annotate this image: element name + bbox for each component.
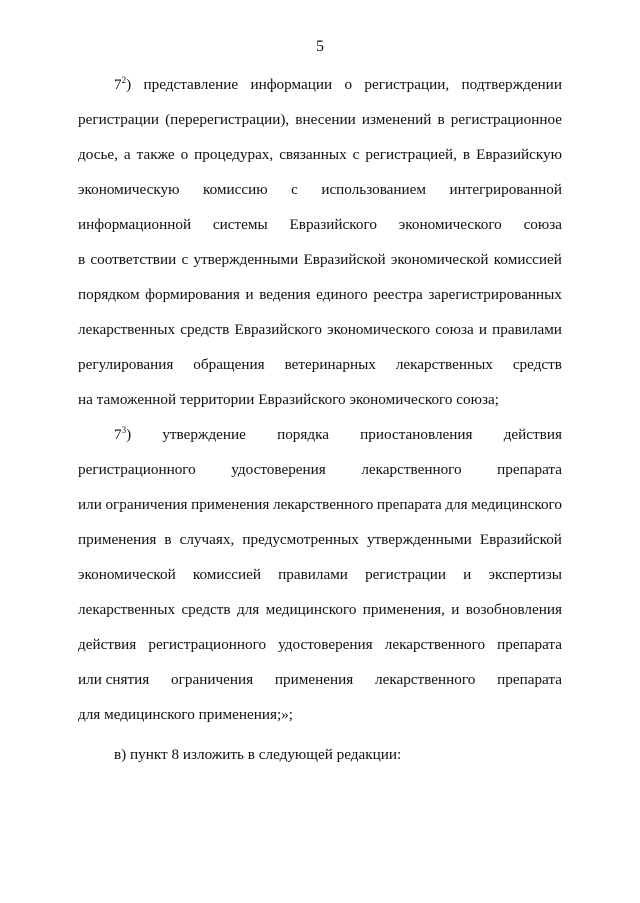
word: лекарственных xyxy=(395,356,493,373)
word: лекарственных xyxy=(78,321,176,338)
word: в xyxy=(164,531,172,548)
word: экономической xyxy=(78,566,176,583)
word: порядком xyxy=(78,286,140,303)
text-line xyxy=(78,634,562,656)
word: связанных xyxy=(279,146,347,163)
word: применения, xyxy=(362,601,445,618)
word: в xyxy=(462,146,471,163)
text-line xyxy=(78,529,562,551)
word: регистрационное xyxy=(450,111,562,128)
word: экономического xyxy=(327,321,431,338)
word: возобновления xyxy=(465,601,562,618)
text-line xyxy=(78,494,562,516)
word: препарата xyxy=(497,461,562,478)
word: для xyxy=(236,601,260,618)
word: и xyxy=(463,566,472,583)
word: изменений xyxy=(361,111,432,128)
word: о xyxy=(180,146,189,163)
text-line xyxy=(78,319,562,341)
word: действия xyxy=(78,636,137,653)
word: о xyxy=(344,76,353,93)
word: Евразийской xyxy=(479,531,562,548)
word: подтверждении xyxy=(461,76,562,93)
word: регистрации xyxy=(78,111,159,128)
word: регистрационного xyxy=(148,636,267,653)
item-label: $7^3$) xyxy=(114,425,132,443)
word: экспертизы xyxy=(488,566,562,583)
word: средств xyxy=(180,321,230,338)
word: информации xyxy=(250,76,333,93)
word: Евразийскую xyxy=(476,146,562,163)
word: комиссией xyxy=(493,251,562,268)
word: союза xyxy=(435,321,474,338)
word: ведения xyxy=(259,286,311,303)
word: ветеринарных xyxy=(284,356,376,373)
word: экономической xyxy=(390,251,489,268)
text-line xyxy=(78,144,562,166)
paragraph-7-3-line-1 xyxy=(114,424,562,446)
word: препарата xyxy=(376,496,442,513)
word: комиссию xyxy=(202,181,268,198)
word: досье, xyxy=(78,146,118,163)
amendment-item-v: в) пункт 8 изложить в следующей редакции: xyxy=(114,746,402,763)
word: или снятия xyxy=(78,671,150,688)
word: средств xyxy=(512,356,562,373)
word: применения xyxy=(191,496,270,513)
word: средств xyxy=(181,601,231,618)
text-line xyxy=(78,564,562,586)
word: в xyxy=(78,251,86,268)
text-line xyxy=(78,179,562,201)
word: медицинского xyxy=(471,496,562,513)
word: лекарственного xyxy=(375,671,476,688)
word: применения xyxy=(274,671,354,688)
paragraph-7-3-last-line: для медицинского применения;»; xyxy=(78,706,294,723)
word: внесении xyxy=(295,111,356,128)
word: и xyxy=(245,286,254,303)
text-line xyxy=(78,459,562,481)
word: экономического xyxy=(398,216,502,233)
text-line xyxy=(78,249,562,271)
word: обращения xyxy=(193,356,265,373)
word: лекарственного xyxy=(272,496,374,513)
word: ограничения xyxy=(105,496,188,513)
item-label: $7^2$) xyxy=(114,75,132,93)
word: действия xyxy=(503,426,562,443)
word: лекарственного xyxy=(384,636,486,653)
text-line xyxy=(78,599,562,621)
word: приостановления xyxy=(360,426,473,443)
word: удостоверения xyxy=(231,461,326,478)
word: интегрированной xyxy=(449,181,562,198)
word: медицинского xyxy=(265,601,357,618)
word: регистрации, xyxy=(364,76,450,93)
word: с xyxy=(181,251,189,268)
word: регистрацией, xyxy=(365,146,457,163)
word: препарата xyxy=(497,671,562,688)
word: порядка xyxy=(277,426,329,443)
word: зарегистрированных xyxy=(428,286,562,303)
word: предусмотренных xyxy=(242,531,359,548)
word: также xyxy=(136,146,175,163)
text-line xyxy=(78,284,562,306)
word: единого xyxy=(316,286,368,303)
text-line xyxy=(78,669,562,691)
word: и xyxy=(478,321,487,338)
word: удостоверения xyxy=(278,636,373,653)
word: правилами xyxy=(278,566,348,583)
word: экономическую xyxy=(78,181,180,198)
word: использованием xyxy=(321,181,427,198)
word: соответствии xyxy=(90,251,177,268)
word: Евразийского xyxy=(234,321,322,338)
word: или xyxy=(78,496,102,513)
word: лекарственных xyxy=(78,601,176,618)
text-line xyxy=(78,354,562,376)
word: регистрации xyxy=(365,566,447,583)
page-number: 5 xyxy=(316,38,324,55)
word: в xyxy=(437,111,445,128)
word: регистрационного xyxy=(78,461,196,478)
text-line xyxy=(78,214,562,236)
word: системы xyxy=(212,216,268,233)
word: а xyxy=(123,146,131,163)
word: комиссией xyxy=(192,566,261,583)
word: утверждение xyxy=(162,426,246,443)
word: лекарственного xyxy=(361,461,462,478)
word: Евразийской xyxy=(303,251,386,268)
paragraph-7-2-last-line: на таможенной территории Евразийского экономического союза; xyxy=(78,391,499,408)
word: с xyxy=(291,181,298,198)
word: ограничения xyxy=(171,671,254,688)
word: союза xyxy=(523,216,562,233)
word: правилами xyxy=(492,321,562,338)
word: для xyxy=(445,496,468,513)
paragraph-7-2-line-1 xyxy=(114,74,562,96)
word: представление xyxy=(143,76,239,93)
word: реестра xyxy=(373,286,423,303)
word: и xyxy=(451,601,460,618)
word: формирования xyxy=(145,286,240,303)
word: регулирования xyxy=(78,356,174,373)
word: (перерегистрации), xyxy=(165,111,290,128)
word: с xyxy=(352,146,360,163)
text-line xyxy=(78,109,562,131)
word: утвержденными xyxy=(366,531,472,548)
word: информационной xyxy=(78,216,192,233)
word: процедурах, xyxy=(194,146,274,163)
word: препарата xyxy=(497,636,562,653)
word: Евразийского xyxy=(289,216,377,233)
word: случаях, xyxy=(179,531,235,548)
word: применения xyxy=(78,531,157,548)
word: утвержденными xyxy=(193,251,299,268)
